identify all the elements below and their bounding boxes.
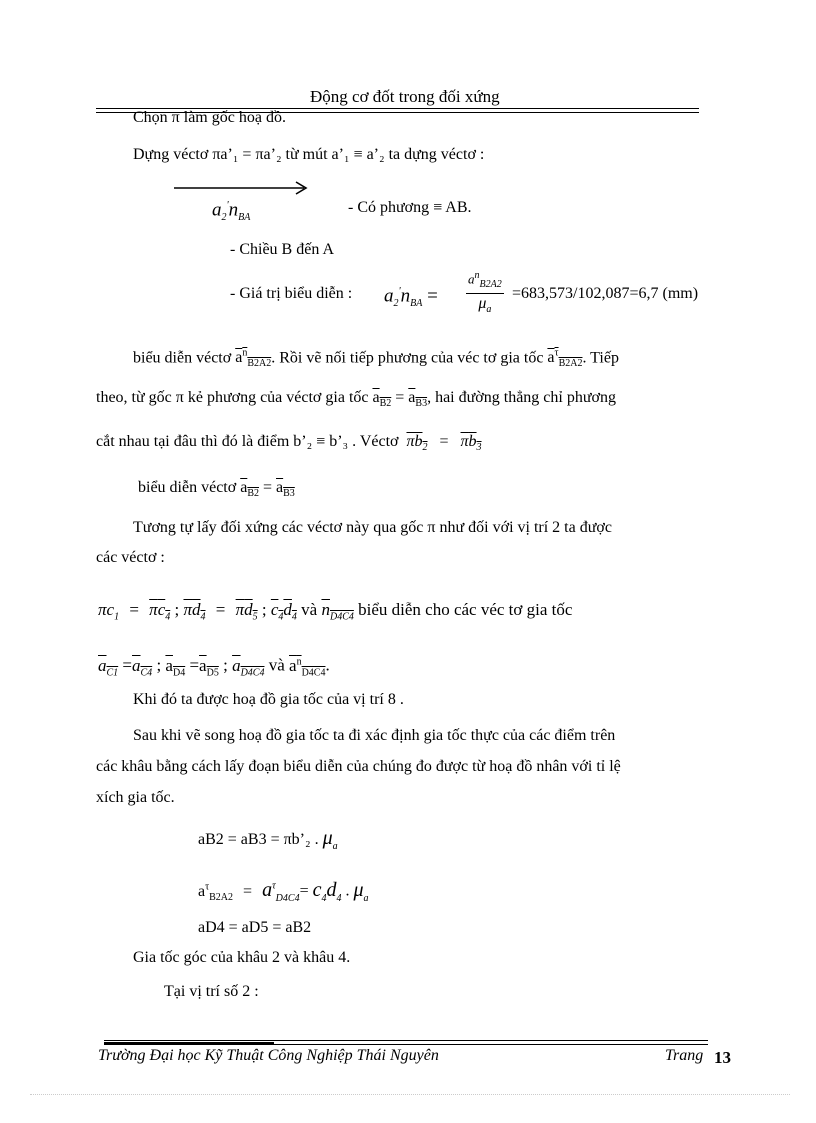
acceleration-list: $a_{C1} =a_{C4}$ ; $a_{D4} =a_{D5}$ ; $a_{D4C4}$ và $a^n_{D4C4}$. (98, 655, 330, 679)
paragraph-14: Tại vị trí số 2 : (164, 983, 259, 1000)
value-label: - Giá trị biểu diễn : (230, 285, 353, 302)
page-header-title: Động cơ đốt trong đối xứng (310, 87, 500, 106)
value-fraction: $a^n_{B2A2}$ $\mu_a$ (468, 270, 502, 316)
body-line-1: Chọn π làm gốc hoạ đồ. (133, 109, 286, 126)
paragraph-3: cắt nhau tại đâu thì đó là điểm b’₂ ≡ b’₃ . Véctơ $\pi b_2 = \pi b_3$ (96, 433, 482, 454)
value-vector: $a_2'n_{BA}$ = (384, 285, 438, 310)
vector-list: $\pi c_1 = \pi c_4$ ; $\pi d_4 = \pi d_5$ ; $c_4d_4$ và $n_{D4C4}$ biểu diễn cho các véc tơ gia tốc (98, 600, 573, 623)
footer-page-number: 13 (714, 1048, 731, 1067)
footer-page-label: Trang (665, 1047, 704, 1064)
equation-2: $a^\tau_{B2A2} = a^\tau_{D4C4}= c_4d_4$ . $\mu_a$ (198, 878, 369, 904)
paragraph-1: biểu diễn véctơ $a^n_{B2A2}$. Rồi vẽ nối tiếp phương của véc tơ gia tốc $a^\tau_{B2A2}$. Tiếp (133, 348, 619, 370)
body-line-2: Dựng véctơ πa’₁ = πa’₂ từ mút a’₁ ≡ a’₂ ta dựng véctơ : (133, 146, 485, 163)
value-result: =683,573/102,087=6,7 (mm) (512, 285, 699, 302)
footer-institution: Trường Đại học Kỹ Thuật Công Nghiệp Thái Nguyên (98, 1047, 439, 1064)
page-bottom-dotted-line (30, 1094, 790, 1095)
vector-label-a2nBA: $a_2'n_{BA}$ (212, 199, 251, 224)
paragraph-2: theo, từ gốc π kẻ phương của véctơ gia tốc $a_{B2} = a_{B3}$, hai đường thẳng chỉ phương (96, 389, 616, 410)
paragraph-12: xích gia tốc. (96, 789, 175, 806)
paragraph-13: Gia tốc góc của khâu 2 và khâu 4. (133, 949, 351, 966)
equation-3: aD4 = aD5 = aB2 (198, 919, 312, 936)
paragraph-5: Tương tự lấy đối xứng các véctơ này qua gốc π như đối với vị trí 2 ta được (133, 519, 612, 536)
paragraph-11: các khâu bằng cách lấy đoạn biểu diễn của chúng đo được từ hoạ đồ nhân với tỉ lệ (96, 758, 621, 775)
paragraph-4: biểu diễn véctơ $a_{B2} = a_{B3}$ (138, 479, 295, 500)
footer-rule-bottom (104, 1044, 708, 1045)
footer-rule-top (104, 1040, 708, 1041)
paragraph-10: Sau khi vẽ song hoạ đồ gia tốc ta đi xác định gia tốc thực của các điểm trên (133, 727, 616, 744)
paragraph-9: Khi đó ta được hoạ đồ gia tốc của vị trí 8 . (133, 691, 404, 708)
direction-text: - Có phương ≡ AB. (348, 199, 472, 216)
sense-text: - Chiều B đến A (230, 241, 334, 258)
paragraph-6: các véctơ : (96, 549, 165, 566)
footer-rule-short (104, 1042, 274, 1044)
equation-1: aB2 = aB3 = πb’₂ . $\mu_a$ (198, 827, 338, 852)
